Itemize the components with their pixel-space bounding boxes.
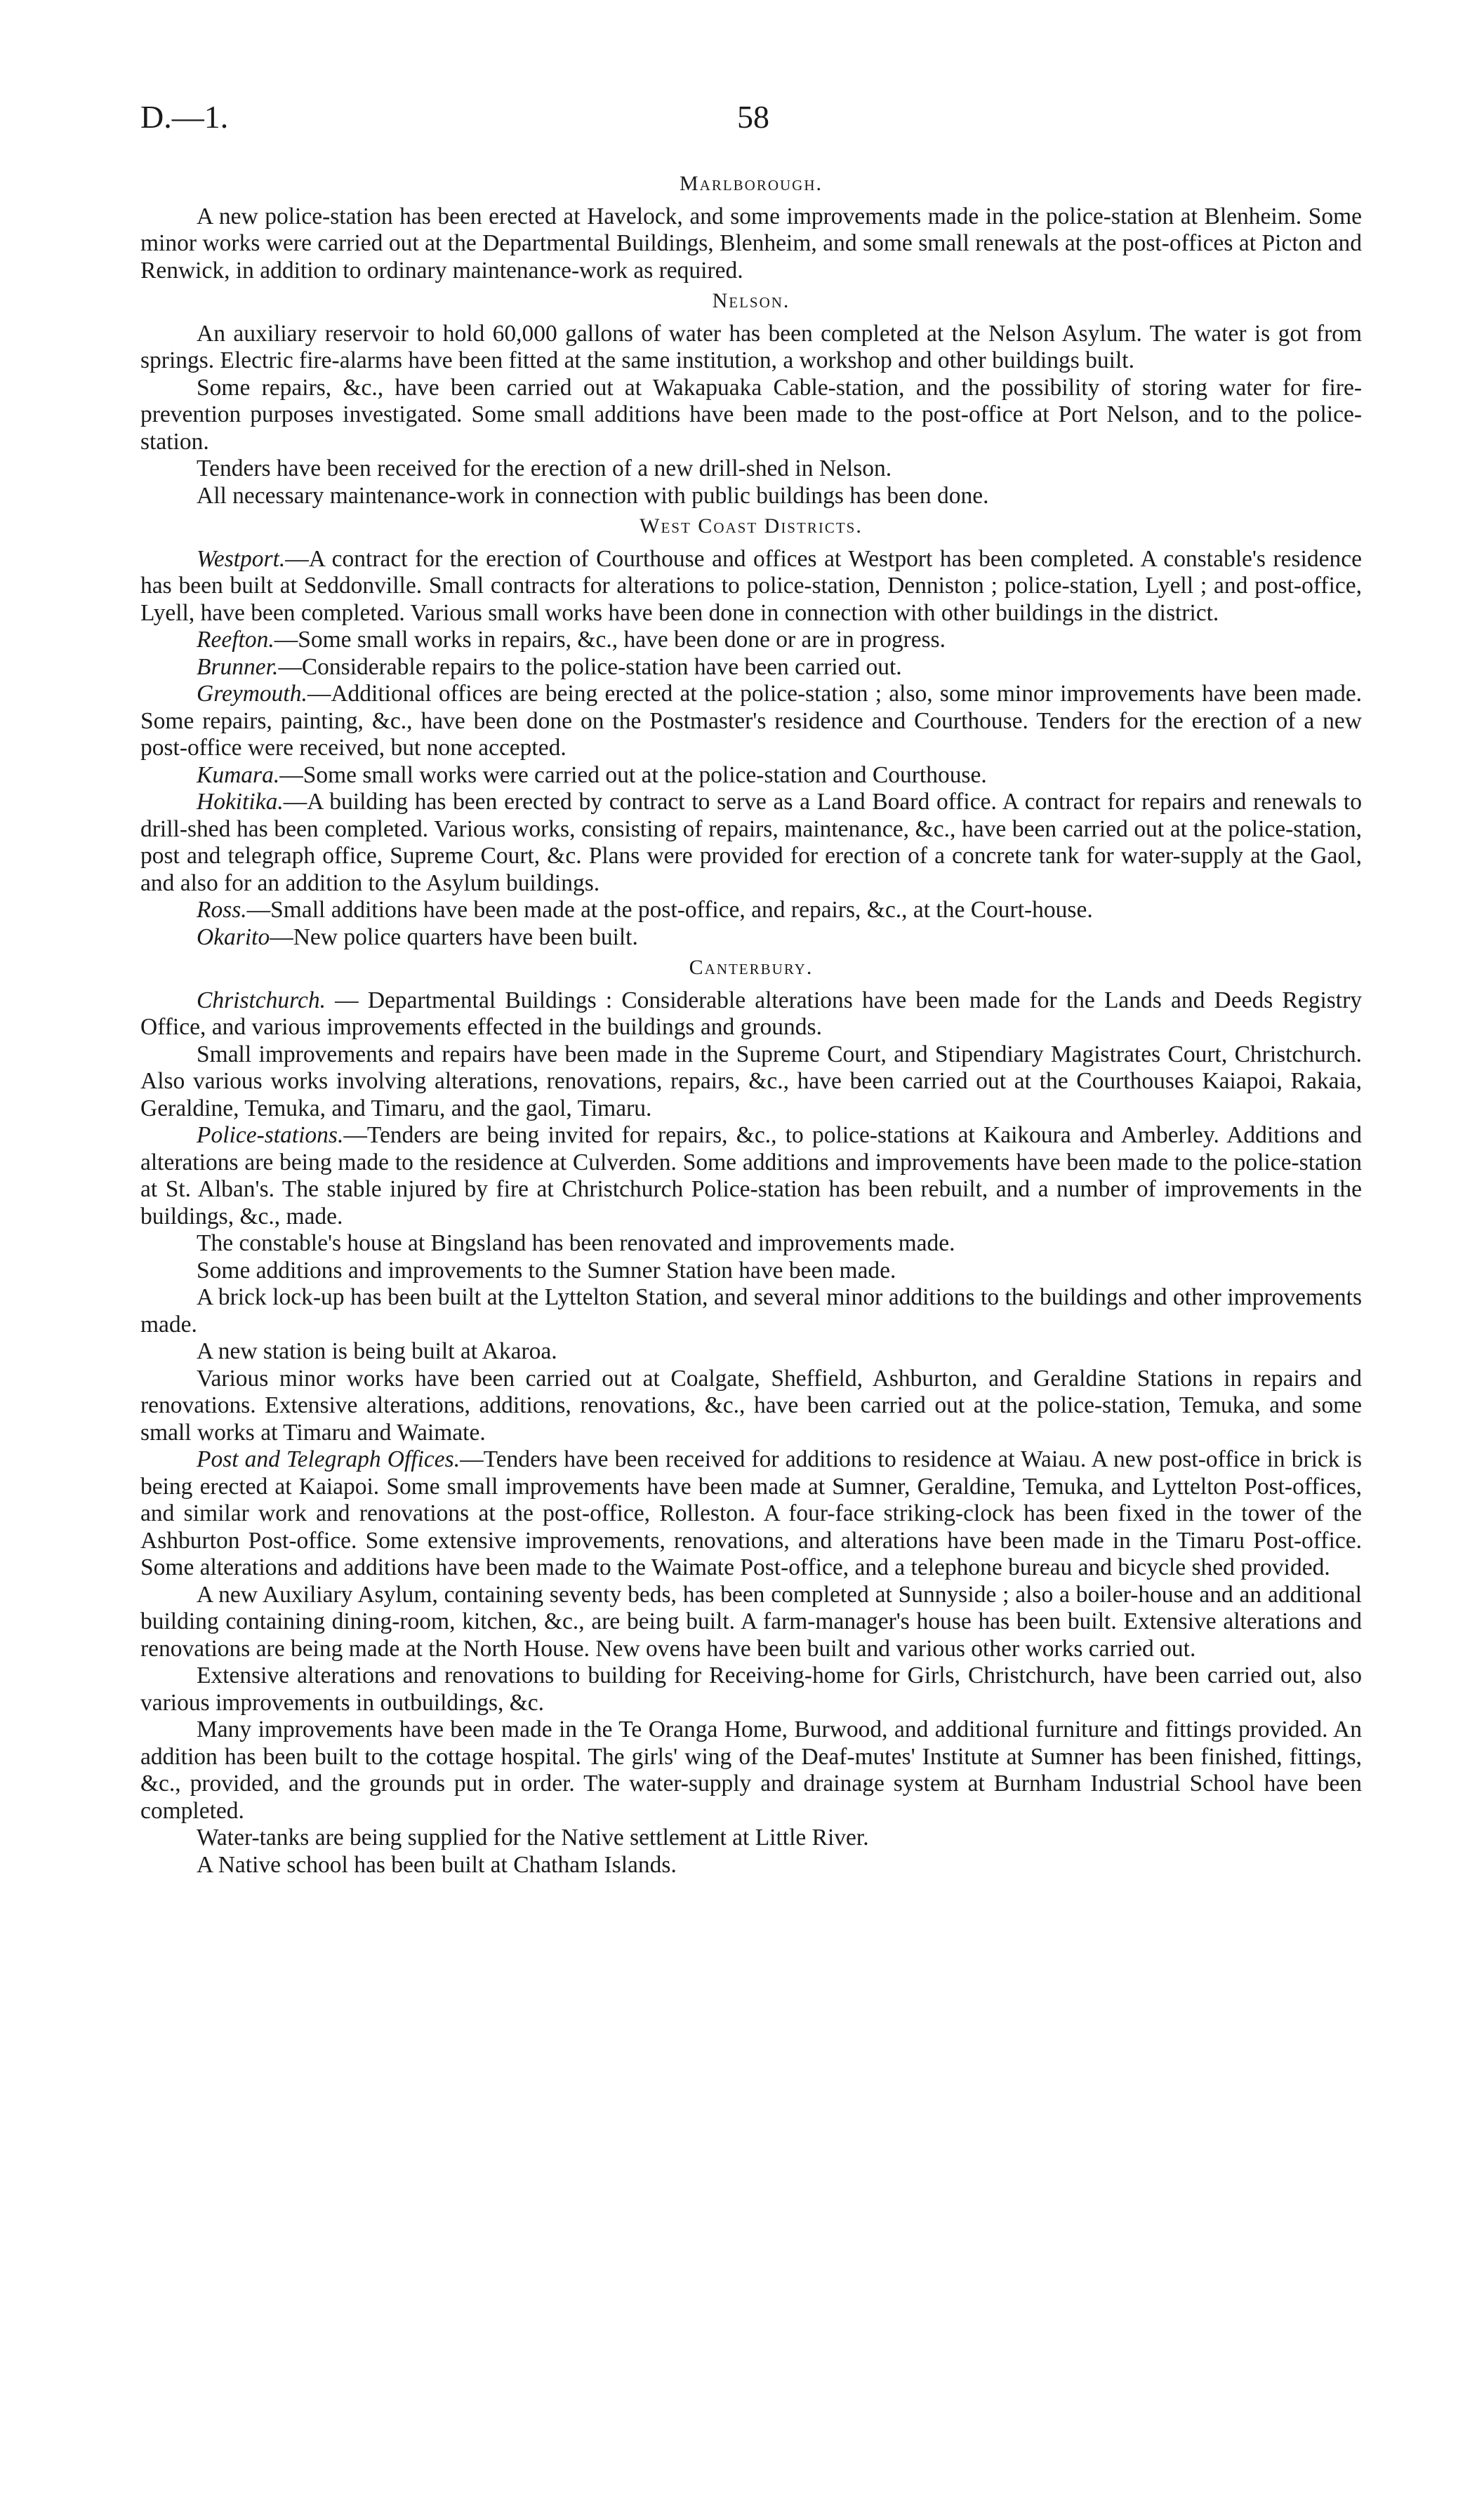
paragraph-text: Extensive alterations and renovations to building for Receiving-home for Girls, Christchurch, have been carried out, also various improvements in outbuildings, &c. bbox=[140, 1662, 1362, 1716]
paragraph bbox=[140, 924, 1362, 952]
paragraph bbox=[140, 987, 1362, 1041]
paragraph-text: The constable's house at Bingsland has been renovated and improvements made. bbox=[197, 1230, 955, 1256]
paragraph bbox=[140, 1122, 1362, 1230]
paragraph bbox=[140, 627, 1362, 654]
paragraph-lead: Okarito bbox=[197, 924, 270, 950]
paragraph bbox=[140, 1825, 1362, 1852]
paragraph bbox=[140, 483, 1362, 510]
paragraph bbox=[140, 1258, 1362, 1285]
paragraph-lead: Greymouth. bbox=[197, 681, 307, 707]
paragraph bbox=[140, 1852, 1362, 1879]
paragraph-text: —A building has been erected by contract to serve as a Land Board office. A contract for repairs and renewals to drill-shed has been completed. Various works, consisting of repairs, maintenance, &c., have been carried out at the police-station, post and telegraph office, Supreme Court, &c. Plans were provided for erection of a concrete tank for water-supply at the Gaol, and also for an addition to the Asylum buildings. bbox=[140, 789, 1362, 896]
paragraph-text: — Departmental Buildings : Considerable alterations have been made for the Lands and Deeds Registry Office, and various improvements effected in the buildings and grounds. bbox=[140, 987, 1362, 1040]
paragraph-text: Some repairs, &c., have been carried out at Wakapuaka Cable-station, and the possibility of storing water for fire-prevention purposes investigated. Some small additions have been made to the post-office at Port Nelson, and to the police-station. bbox=[140, 374, 1362, 455]
paragraph bbox=[140, 762, 1362, 789]
paragraph bbox=[140, 1284, 1362, 1338]
paragraph-lead: Christchurch. bbox=[197, 987, 326, 1013]
paragraph-text: A brick lock-up has been built at the Lyttelton Station, and several minor additions to the buildings and other improvements made. bbox=[140, 1284, 1362, 1338]
paragraph-text: A new station is being built at Akaroa. bbox=[197, 1338, 557, 1364]
paragraph-lead: Ross. bbox=[197, 897, 247, 923]
paragraph-lead: Post and Telegraph Offices. bbox=[197, 1446, 461, 1472]
paragraph-text: Various minor works have been carried out at Coalgate, Sheffield, Ashburton, and Geraldine Stations in repairs and renovations. Extensive alterations, additions, renovations, &c., have been carried out at the police-station, Temuka, and some small works at Timaru and Waimate. bbox=[140, 1365, 1362, 1446]
paragraph-text: —Tenders have been received for additions to residence at Waiau. A new post-office in brick is being erected at Kaiapoi. Some small improvements have been made at Sumner, Geraldine, Temuka, and Lyttelton Post-offices, and similar work and renovations at the post-office, Rolleston. A four-face striking-clock has been fixed in the tower of the Ashburton Post-office. Some extensive improvements, renovations, and alterations have been made in the Timaru Post-office. Some alterations and additions have been made to the Waimate Post-office, and a telephone bureau and bicycle shed provided. bbox=[140, 1446, 1362, 1580]
paragraph-text: A new police-station has been erected at Havelock, and some improvements made in the police-station at Blenheim. Some minor works were carried out at the Departmental Buildings, Blenheim, and some small renewals at the post-offices at Picton and Renwick, in addition to ordinary maintenance-work as required. bbox=[140, 203, 1362, 284]
paragraph-text: A new Auxiliary Asylum, containing seventy beds, has been completed at Sunnyside ; also a boiler-house and an additional building containing dining-room, kitchen, &c., are being built. A farm-manager's house has been built. Extensive alterations and renovations are being made at the North House. New ovens have been built and various other works carried out. bbox=[140, 1581, 1362, 1662]
section-title: Canterbury. bbox=[689, 956, 814, 979]
document-reference: D.—1. bbox=[140, 99, 229, 135]
page-header bbox=[140, 98, 1362, 140]
paragraph bbox=[140, 321, 1362, 375]
paragraph-lead: Westport. bbox=[197, 545, 286, 572]
paragraph bbox=[140, 1041, 1362, 1123]
paragraph-text: Water-tanks are being supplied for the Native settlement at Little River. bbox=[197, 1825, 869, 1851]
paragraph bbox=[140, 789, 1362, 897]
paragraph bbox=[140, 455, 1362, 483]
paragraph-text: An auxiliary reservoir to hold 60,000 gallons of water has been completed at the Nelson Asylum. The water is got from springs. Electric fire-alarms have been fitted at the same institution, a workshop and other buildings built. bbox=[140, 320, 1362, 373]
paragraph bbox=[140, 1230, 1362, 1258]
paragraph bbox=[140, 546, 1362, 627]
paragraph-text: —Considerable repairs to the police-station have been carried out. bbox=[278, 653, 902, 680]
paragraph-text: A Native school has been built at Chatham Islands. bbox=[197, 1851, 677, 1878]
paragraph-text: Some additions and improvements to the Sumner Station have been made. bbox=[197, 1257, 896, 1284]
paragraph-text: Small improvements and repairs have been made in the Supreme Court, and Stipendiary Magistrates Court, Christchurch. Also various works involving alterations, renovations, repairs, &c., have been carried out at the Courthouses Kaiapoi, Rakaia, Geraldine, Temuka, and Timaru, and the gaol, Timaru. bbox=[140, 1041, 1362, 1121]
paragraph-text: —Tenders are being invited for repairs, &c., to police-stations at Kaikoura and Amberley. Additions and alterations are being made to the residence at Culverden. Some additions and improvements have been made to the police-station at St. Alban's. The stable injured by fire at Christchurch Police-station has been rebuilt, and a number of improvements in the buildings, &c., made. bbox=[140, 1122, 1362, 1229]
paragraph-text: Tenders have been received for the erection of a new drill-shed in Nelson. bbox=[197, 455, 892, 481]
paragraph bbox=[140, 1716, 1362, 1825]
section-canterbury bbox=[140, 954, 1362, 1879]
paragraph bbox=[140, 1582, 1362, 1663]
paragraph-text: —Some small works were carried out at the police-station and Courthouse. bbox=[279, 761, 987, 788]
paragraph-text: —A contract for the erection of Courthouse and offices at Westport has been completed. A constable's residence has been built at Seddonville. Small contracts for alterations to police-station, Denniston ; police-station, Lyell ; and post-office, Lyell, have been completed. Various small works have been done in connection with other buildings in the district. bbox=[140, 545, 1362, 626]
paragraph-text: —Small additions have been made at the post-office, and repairs, &c., at the Court-house. bbox=[246, 897, 1093, 923]
section-marlborough bbox=[140, 171, 1362, 284]
section-title: West Coast Districts. bbox=[640, 514, 863, 538]
paragraph-lead: Reefton. bbox=[197, 627, 274, 653]
paragraph-text: —New police quarters have been built. bbox=[270, 924, 638, 950]
paragraph-lead: Kumara. bbox=[197, 761, 280, 788]
paragraph bbox=[140, 1662, 1362, 1716]
paragraph bbox=[140, 681, 1362, 762]
paragraph-text: Many improvements have been made in the Te Oranga Home, Burwood, and additional furniture and fittings provided. An addition has been built to the cottage hospital. The girls' wing of the Deaf-mutes' Institute at Sumner has been finished, fittings, &c., provided, and the grounds put in order. The water-supply and drainage system at Burnham Industrial School have been completed. bbox=[140, 1716, 1362, 1824]
paragraph-lead: Brunner. bbox=[197, 653, 279, 680]
paragraph bbox=[140, 204, 1362, 285]
paragraph-lead: Police-stations. bbox=[197, 1122, 344, 1148]
paragraph bbox=[140, 1366, 1362, 1447]
paragraph-text: —Additional offices are being erected at the police-station ; also, some minor improvements have been made. Some repairs, painting, &c., have been done on the Postmaster's residence and Courthouse. Tenders for the erection of a new post-office were received, but none accepted. bbox=[140, 681, 1362, 761]
paragraph bbox=[140, 654, 1362, 681]
document-body bbox=[140, 167, 1362, 1879]
paragraph bbox=[140, 1338, 1362, 1366]
section-title: Nelson. bbox=[712, 289, 790, 312]
paragraph-text: All necessary maintenance-work in connection with public buildings has been done. bbox=[197, 482, 989, 509]
page-number: 58 bbox=[737, 99, 769, 135]
paragraph bbox=[140, 1446, 1362, 1582]
section-title: Marlborough. bbox=[679, 172, 823, 195]
section-nelson bbox=[140, 288, 1362, 509]
paragraph bbox=[140, 897, 1362, 924]
paragraph-lead: Hokitika. bbox=[197, 789, 284, 815]
paragraph bbox=[140, 375, 1362, 456]
section-west-coast bbox=[140, 513, 1362, 951]
paragraph-text: —Some small works in repairs, &c., have been done or are in progress. bbox=[274, 627, 946, 653]
